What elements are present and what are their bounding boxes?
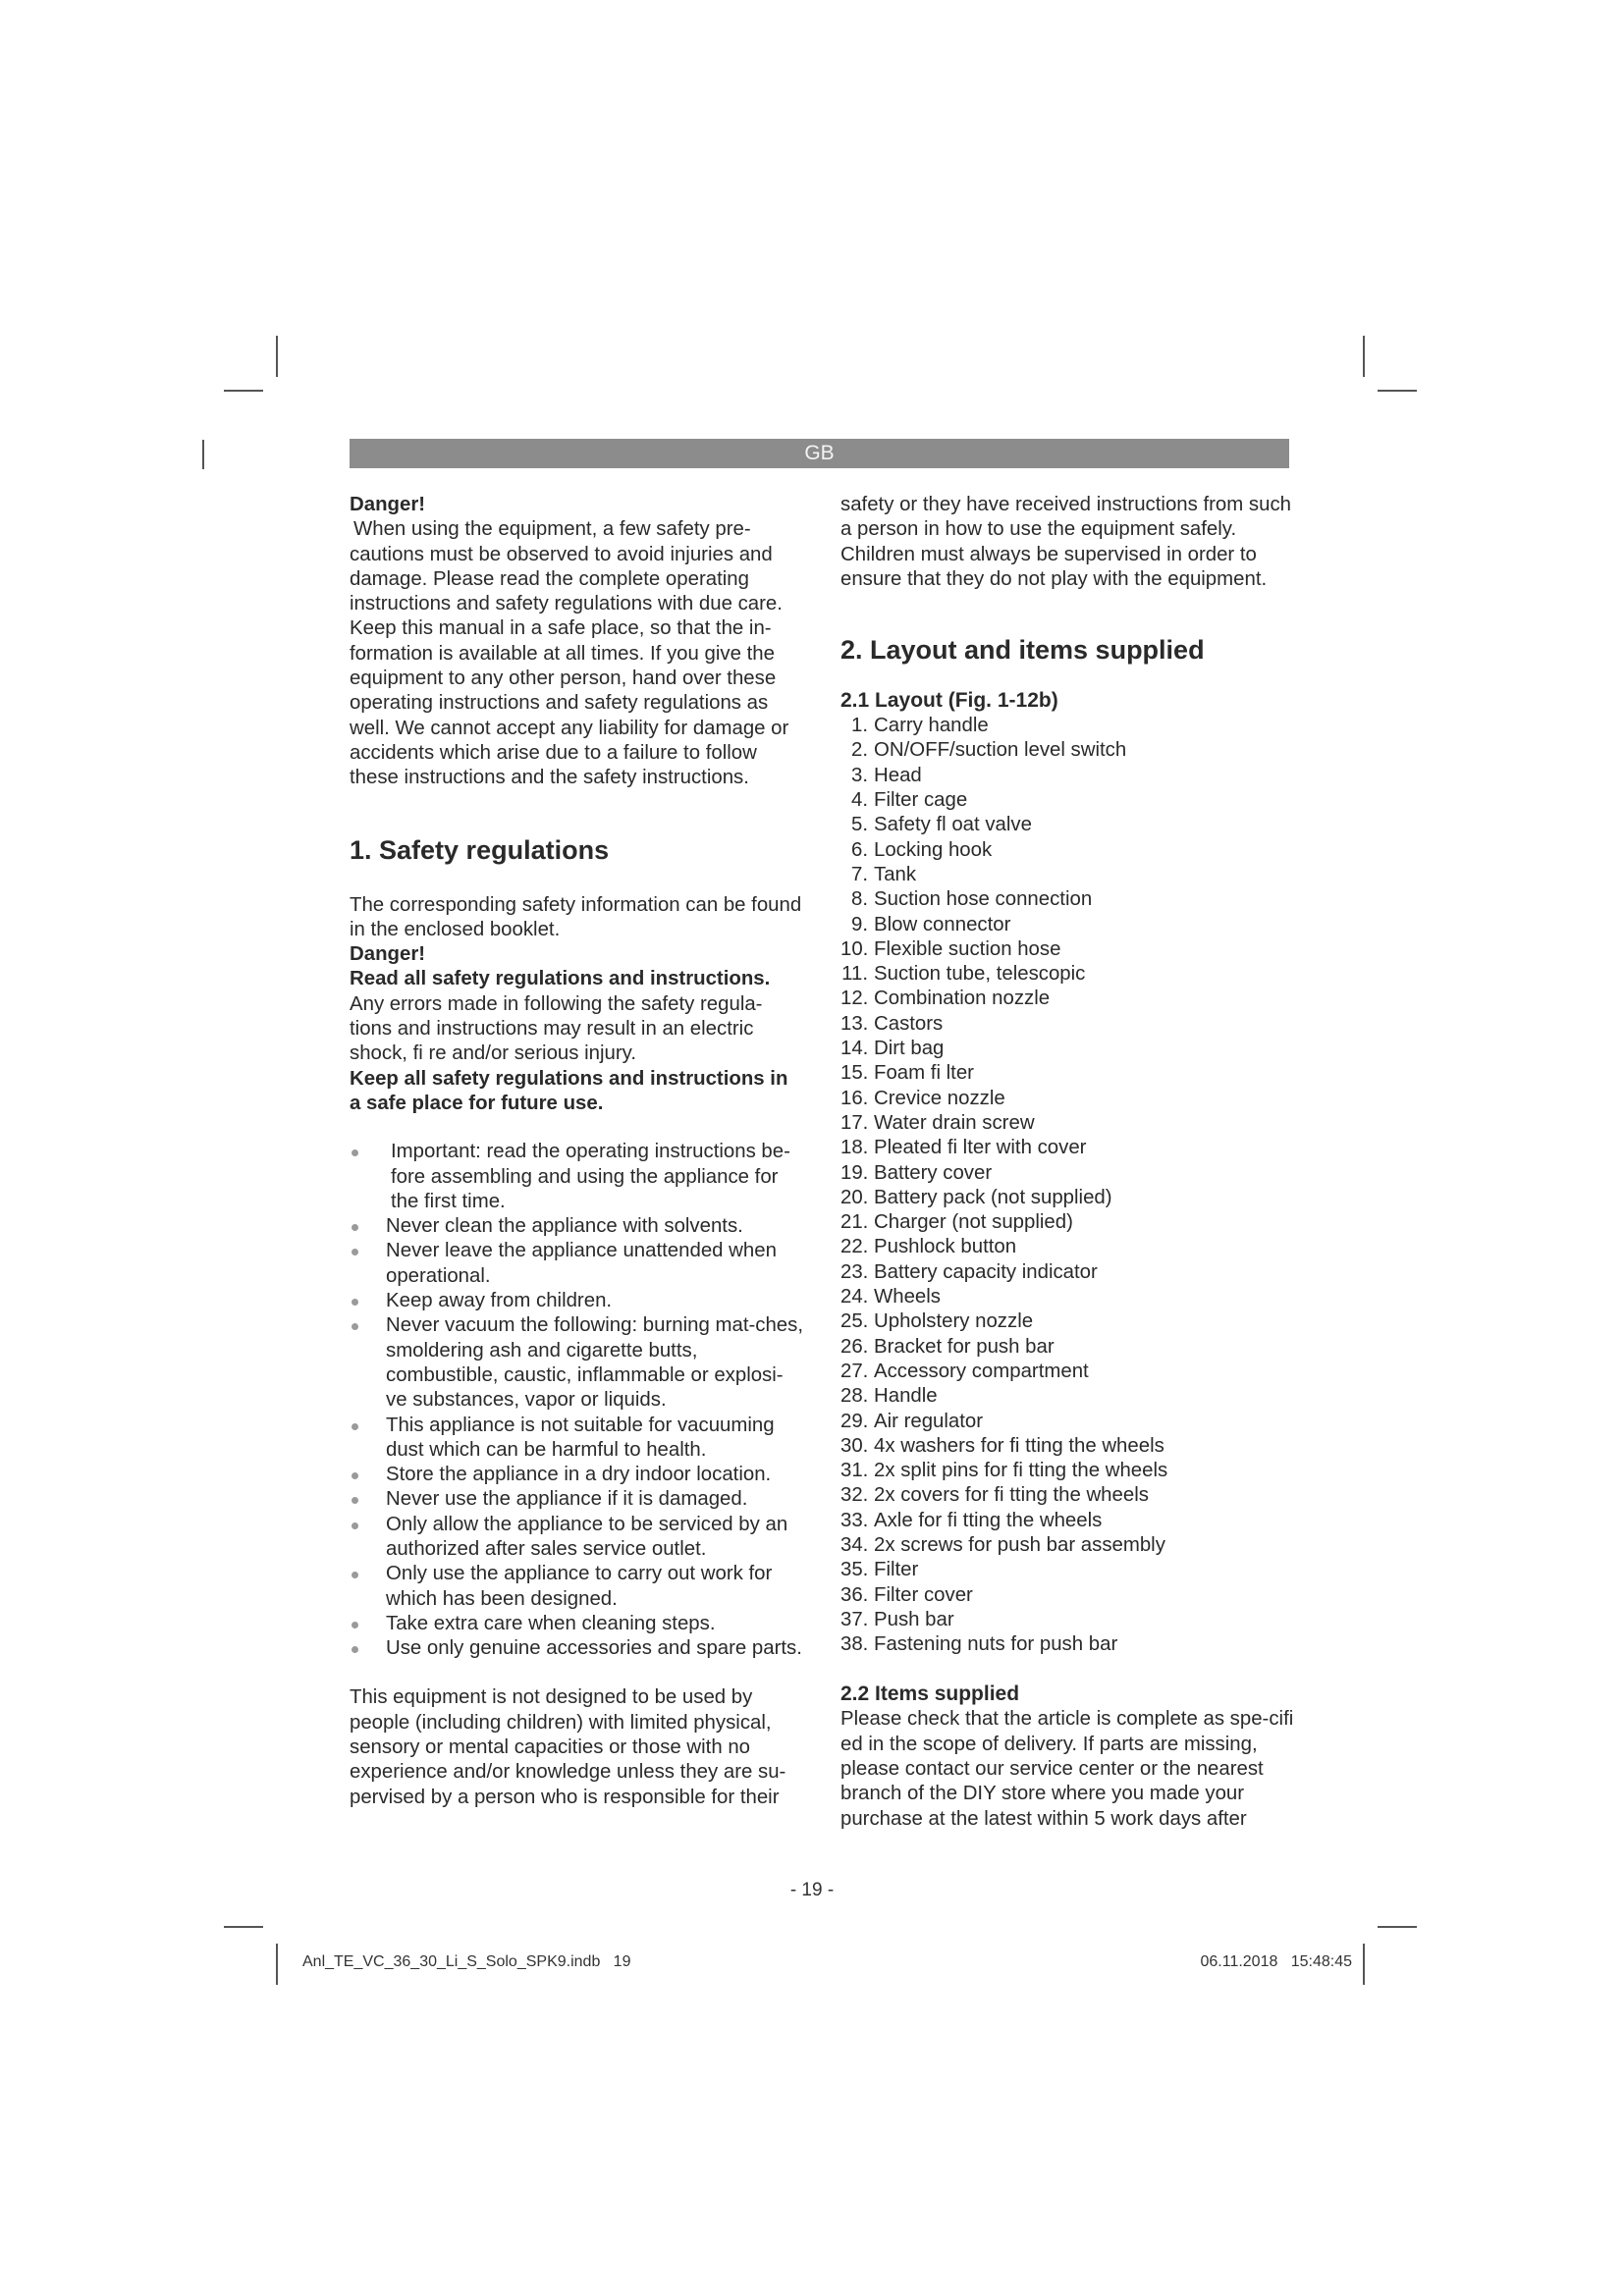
language-header-band	[350, 439, 1289, 468]
part-number: 11.	[841, 963, 868, 986]
parts-list-item	[840, 1410, 1295, 1434]
part-number: 3.	[850, 764, 868, 786]
part-number: 34.	[840, 1533, 869, 1556]
part-label: Pleated fi lter with cover	[874, 1137, 1087, 1159]
part-number: 29.	[840, 1410, 869, 1432]
part-label: Filter	[874, 1559, 919, 1581]
parts-list-item	[840, 1384, 1295, 1409]
part-label: Tank	[874, 863, 917, 885]
crop-mark-bottom-left-horizontal	[224, 1926, 263, 1928]
crop-mark-top-right-horizontal	[1378, 390, 1417, 392]
parts-list-item	[840, 913, 1295, 937]
part-number: 30.	[840, 1434, 869, 1457]
parts-list-item	[840, 1285, 1295, 1309]
part-label: Wheels	[874, 1286, 941, 1308]
part-number: 8.	[850, 888, 868, 911]
part-number: 9.	[850, 913, 868, 935]
footer-file-name: Anl_TE_VC_36_30_Li_S_Solo_SPK9.indb 19	[302, 1953, 631, 1970]
part-number: 36.	[840, 1583, 869, 1606]
part-label: 2x covers for fi tting the wheels	[874, 1484, 1149, 1507]
parts-list-item	[840, 1186, 1295, 1210]
bullet-item: Store the appliance in a dry indoor location.	[350, 1463, 804, 1487]
parts-list-item	[840, 1111, 1295, 1136]
parts-list-item	[840, 1309, 1295, 1334]
part-label: Suction hose connection	[874, 888, 1093, 911]
part-number: 10.	[840, 937, 869, 960]
parts-list-item	[840, 1558, 1295, 1582]
part-label: Battery capacity indicator	[874, 1260, 1098, 1283]
part-label: Combination nozzle	[874, 988, 1051, 1010]
parts-list-item	[840, 1533, 1295, 1558]
errors-paragraph: Any errors made in following the safety regula-tions and instructions may result in an electric shock, fi re and/or serious injury.	[350, 992, 763, 1065]
parts-list-item	[840, 738, 1295, 763]
part-label: Carry handle	[874, 715, 989, 737]
parts-list-item	[840, 1434, 1295, 1459]
right-column	[840, 493, 1295, 1832]
keep-all-instructions: Keep all safety regulations and instructions in a safe place for future use.	[350, 1067, 788, 1114]
part-label: Water drain screw	[874, 1111, 1035, 1134]
part-number: 26.	[840, 1335, 869, 1358]
part-label: Filter cover	[874, 1583, 973, 1606]
part-number: 35.	[840, 1559, 869, 1581]
bullet-item: Take extra care when cleaning steps.	[350, 1612, 804, 1636]
bullet-item: Never use the appliance if it is damaged.	[350, 1487, 804, 1512]
part-label: Pushlock button	[874, 1236, 1017, 1258]
parts-list-item	[840, 1235, 1295, 1259]
parts-list-item	[840, 1360, 1295, 1384]
part-label: Fastening nuts for push bar	[874, 1633, 1118, 1656]
bullet-item: This appliance is not suitable for vacuuming dust which can be harmful to health.	[350, 1414, 804, 1464]
part-number: 32.	[840, 1484, 869, 1507]
part-label: Dirt bag	[874, 1038, 945, 1060]
crop-mark-bottom-left-vertical	[276, 1944, 278, 1985]
part-number: 15.	[840, 1062, 869, 1085]
parts-list-item	[840, 1210, 1295, 1235]
parts-list-item	[840, 764, 1295, 788]
parts-list	[840, 714, 1295, 1657]
parts-list-item	[840, 962, 1295, 987]
crop-mark-left-side	[202, 440, 204, 469]
part-number: 13.	[840, 1012, 869, 1035]
parts-list-item	[840, 1136, 1295, 1160]
parts-list-item	[840, 887, 1295, 912]
part-label: Castors	[874, 1012, 944, 1035]
parts-list-item	[840, 1087, 1295, 1111]
parts-list-item	[840, 1632, 1295, 1657]
part-label: ON/OFF/suction level switch	[874, 739, 1127, 762]
parts-list-item	[840, 714, 1295, 738]
part-label: Suction tube, telescopic	[874, 963, 1086, 986]
parts-list-item	[840, 1061, 1295, 1086]
crop-mark-bottom-right-horizontal	[1378, 1926, 1417, 1928]
crop-mark-top-left-horizontal	[224, 390, 263, 392]
layout-subtitle: 2.1 Layout (Fig. 1-12b)	[840, 689, 1058, 713]
section-1-title: 1. Safety regulations	[350, 834, 610, 865]
part-number: 2.	[850, 739, 868, 762]
part-number: 27.	[840, 1360, 869, 1382]
parts-list-item	[840, 937, 1295, 962]
closing-paragraph: This equipment is not designed to be used by people (including children) with limited physical, sensory or mental capacities or those with no experience and/or knowledge unless they are su-pervised by a person who is responsible for their	[350, 1686, 786, 1808]
booklet-paragraph: The corresponding safety information can be found in the enclosed booklet.	[350, 893, 802, 940]
part-number: 23.	[840, 1260, 869, 1283]
language-code: GB	[804, 442, 835, 464]
part-number: 19.	[840, 1161, 869, 1184]
bullet-item: Never clean the appliance with solvents.	[350, 1214, 804, 1239]
part-number: 28.	[840, 1385, 869, 1408]
crop-mark-top-right-vertical	[1363, 336, 1365, 377]
part-label: Charger (not supplied)	[874, 1211, 1073, 1234]
safety-bullet-list	[350, 1140, 804, 1661]
part-label: Axle for fi tting the wheels	[874, 1509, 1103, 1531]
read-all-instructions: Read all safety regulations and instructions.	[350, 968, 771, 990]
part-label: Crevice nozzle	[874, 1087, 1005, 1109]
bullet-item: Never vacuum the following: burning mat-ches, smoldering ash and cigarette butts, combustible, caustic, inflammable or explosi-ve substances, vapor or liquids.	[350, 1313, 804, 1413]
part-label: Filter cage	[874, 789, 968, 812]
bullet-item: Important: read the operating instructions be-fore assembling and using the appliance for the first time.	[350, 1140, 804, 1214]
part-label: Handle	[874, 1385, 938, 1408]
parts-list-item	[840, 1583, 1295, 1608]
parts-list-item	[840, 987, 1295, 1011]
crop-mark-top-left-vertical	[276, 336, 278, 377]
parts-list-item	[840, 1260, 1295, 1285]
part-number: 31.	[840, 1460, 869, 1482]
part-number: 21.	[840, 1211, 869, 1234]
part-label: Upholstery nozzle	[874, 1310, 1034, 1333]
page-number: - 19 -	[789, 1880, 835, 1900]
items-supplied-subtitle: 2.2 Items supplied	[840, 1682, 1020, 1706]
bullet-item: Keep away from children.	[350, 1289, 804, 1313]
parts-list-item	[840, 1161, 1295, 1186]
part-label: Flexible suction hose	[874, 937, 1061, 960]
part-number: 12.	[840, 988, 869, 1010]
footer-datetime: 06.11.2018 15:48:45	[1200, 1953, 1352, 1970]
items-supplied-paragraph: Please check that the article is complete as spe-cifi ed in the scope of delivery. If parts are missing, please contact our service center or the nearest branch of the DIY store where you made your purchase at the latest within 5 work days after	[840, 1708, 1294, 1830]
parts-list-item	[840, 838, 1295, 863]
crop-mark-bottom-right-vertical	[1363, 1944, 1365, 1985]
bullet-item: Only use the appliance to carry out work for which has been designed.	[350, 1562, 804, 1612]
part-label: Battery cover	[874, 1161, 993, 1184]
part-number: 5.	[850, 814, 868, 836]
bullet-item: Only allow the appliance to be serviced by an authorized after sales service outlet.	[350, 1513, 804, 1563]
left-column	[350, 493, 804, 1810]
part-label: Bracket for push bar	[874, 1335, 1055, 1358]
bullet-item: Never leave the appliance unattended when operational.	[350, 1239, 804, 1289]
parts-list-item	[840, 1608, 1295, 1632]
part-number: 4.	[850, 789, 868, 812]
parts-list-item	[840, 1509, 1295, 1533]
parts-list-item	[840, 788, 1295, 813]
part-label: Air regulator	[874, 1410, 984, 1432]
part-label: Push bar	[874, 1608, 954, 1630]
part-number: 1.	[850, 715, 868, 737]
part-number: 33.	[840, 1509, 869, 1531]
part-number: 22.	[840, 1236, 869, 1258]
danger-heading: Danger!	[350, 494, 426, 515]
part-number: 6.	[850, 838, 868, 861]
section-2-title: 2. Layout and items supplied	[840, 635, 1205, 666]
part-label: 2x split pins for fi tting the wheels	[874, 1460, 1168, 1482]
part-number: 17.	[840, 1111, 869, 1134]
part-number: 18.	[840, 1137, 869, 1159]
intro-paragraph: When using the equipment, a few safety pre-cautions must be observed to avoid injuries and damage. Please read the complete operating instructions and safety regulations with due care. Keep this manual in a safe place, so that the in-formation is available at all times. If you give the equipment to any other person, hand over these operating instructions and safety regulations as well. We cannot accept any liability for damage or accidents which arise due to a failure to follow these instructions and the safety instructions.	[350, 518, 789, 789]
part-number: 38.	[840, 1633, 869, 1656]
danger-heading-2: Danger!	[350, 943, 426, 966]
part-label: 2x screws for push bar assembly	[874, 1533, 1165, 1556]
part-label: Blow connector	[874, 913, 1011, 935]
part-number: 16.	[840, 1087, 869, 1109]
part-label: 4x washers for fi tting the wheels	[874, 1434, 1164, 1457]
part-label: Head	[874, 764, 922, 786]
parts-list-item	[840, 1335, 1295, 1360]
bullet-item: Use only genuine accessories and spare parts.	[350, 1636, 804, 1661]
parts-list-item	[840, 1012, 1295, 1037]
parts-list-item	[840, 1037, 1295, 1061]
part-number: 7.	[850, 863, 868, 885]
parts-list-item	[840, 813, 1295, 837]
part-label: Safety fl oat valve	[874, 814, 1032, 836]
part-number: 20.	[840, 1186, 869, 1208]
part-number: 37.	[840, 1608, 869, 1630]
part-number: 14.	[840, 1038, 869, 1060]
part-label: Locking hook	[874, 838, 993, 861]
part-label: Foam fi lter	[874, 1062, 974, 1085]
parts-list-item	[840, 1459, 1295, 1483]
part-label: Battery pack (not supplied)	[874, 1186, 1112, 1208]
part-number: 24.	[840, 1286, 869, 1308]
continuation-paragraph: safety or they have received instructions from such a person in how to use the equipment safely. Children must always be supervised in order to ensure that they do not play with the equipment.	[840, 494, 1291, 590]
part-label: Accessory compartment	[874, 1360, 1089, 1382]
parts-list-item	[840, 1483, 1295, 1508]
part-number: 25.	[840, 1310, 869, 1333]
parts-list-item	[840, 863, 1295, 887]
